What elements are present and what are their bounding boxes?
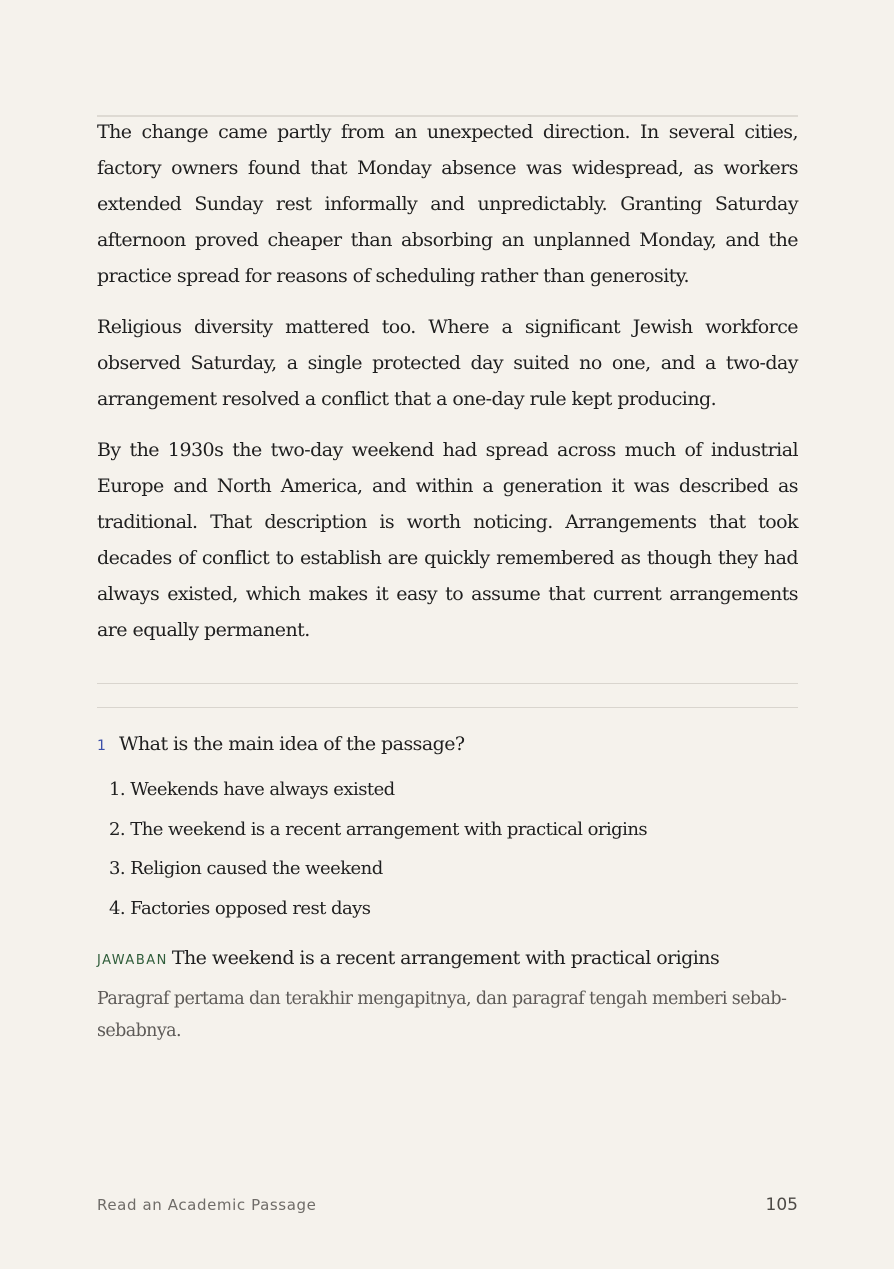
answer-explanation: Paragraf pertama dan terakhir mengapitnya, dan paragraf tengah memberi sebab-sebabnya. [97, 989, 787, 1041]
answer-options [109, 772, 798, 930]
option-item: 2. The weekend is a recent arrangement with practical origins [109, 818, 648, 840]
option-item: 3. Religion caused the weekend [109, 858, 383, 879]
passage-paragraph: The change came partly from an unexpected direction. In several cities, factory owners found that Monday absence was widespread, as workers extended Sunday rest informally and unpredictably. Granting Saturday afternoon proved cheaper than absorbing an unplanned Monday, and the practice spread for reasons of scheduling rather than generosity. [97, 121, 798, 287]
reading-passage [97, 114, 798, 663]
question [97, 728, 798, 762]
page-number: 105 [765, 1195, 798, 1215]
answer [97, 942, 798, 977]
running-footer-title: Read an Academic Passage [97, 1196, 317, 1214]
section-divider [97, 683, 798, 684]
option-item: 4. Factories opposed rest days [109, 897, 371, 919]
answer-label: JAWABAN [97, 953, 168, 968]
passage-paragraph: By the 1930s the two-day weekend had spread across much of industrial Europe and North America, and within a generation it was described as traditional. That description is worth noticing. Arrangements that took decades of conflict to establish are quickly remembered as though they had always existed, which makes it easy to assume that current arrangements are equally permanent. [97, 439, 798, 641]
option-item: 1. Weekends have always existed [109, 779, 395, 800]
section-divider [97, 707, 798, 708]
passage-paragraph: Religious diversity mattered too. Where a significant Jewish workforce observed Saturday, a single protected day suited no one, and a two-day arrangement resolved a conflict that a one-day rule kept producing. [97, 316, 798, 410]
question-number: 1 [97, 738, 106, 754]
answer-text: The weekend is a recent arrangement with practical origins [171, 947, 720, 969]
question-text: What is the main idea of the passage? [119, 733, 465, 755]
book-page [97, 0, 798, 1269]
